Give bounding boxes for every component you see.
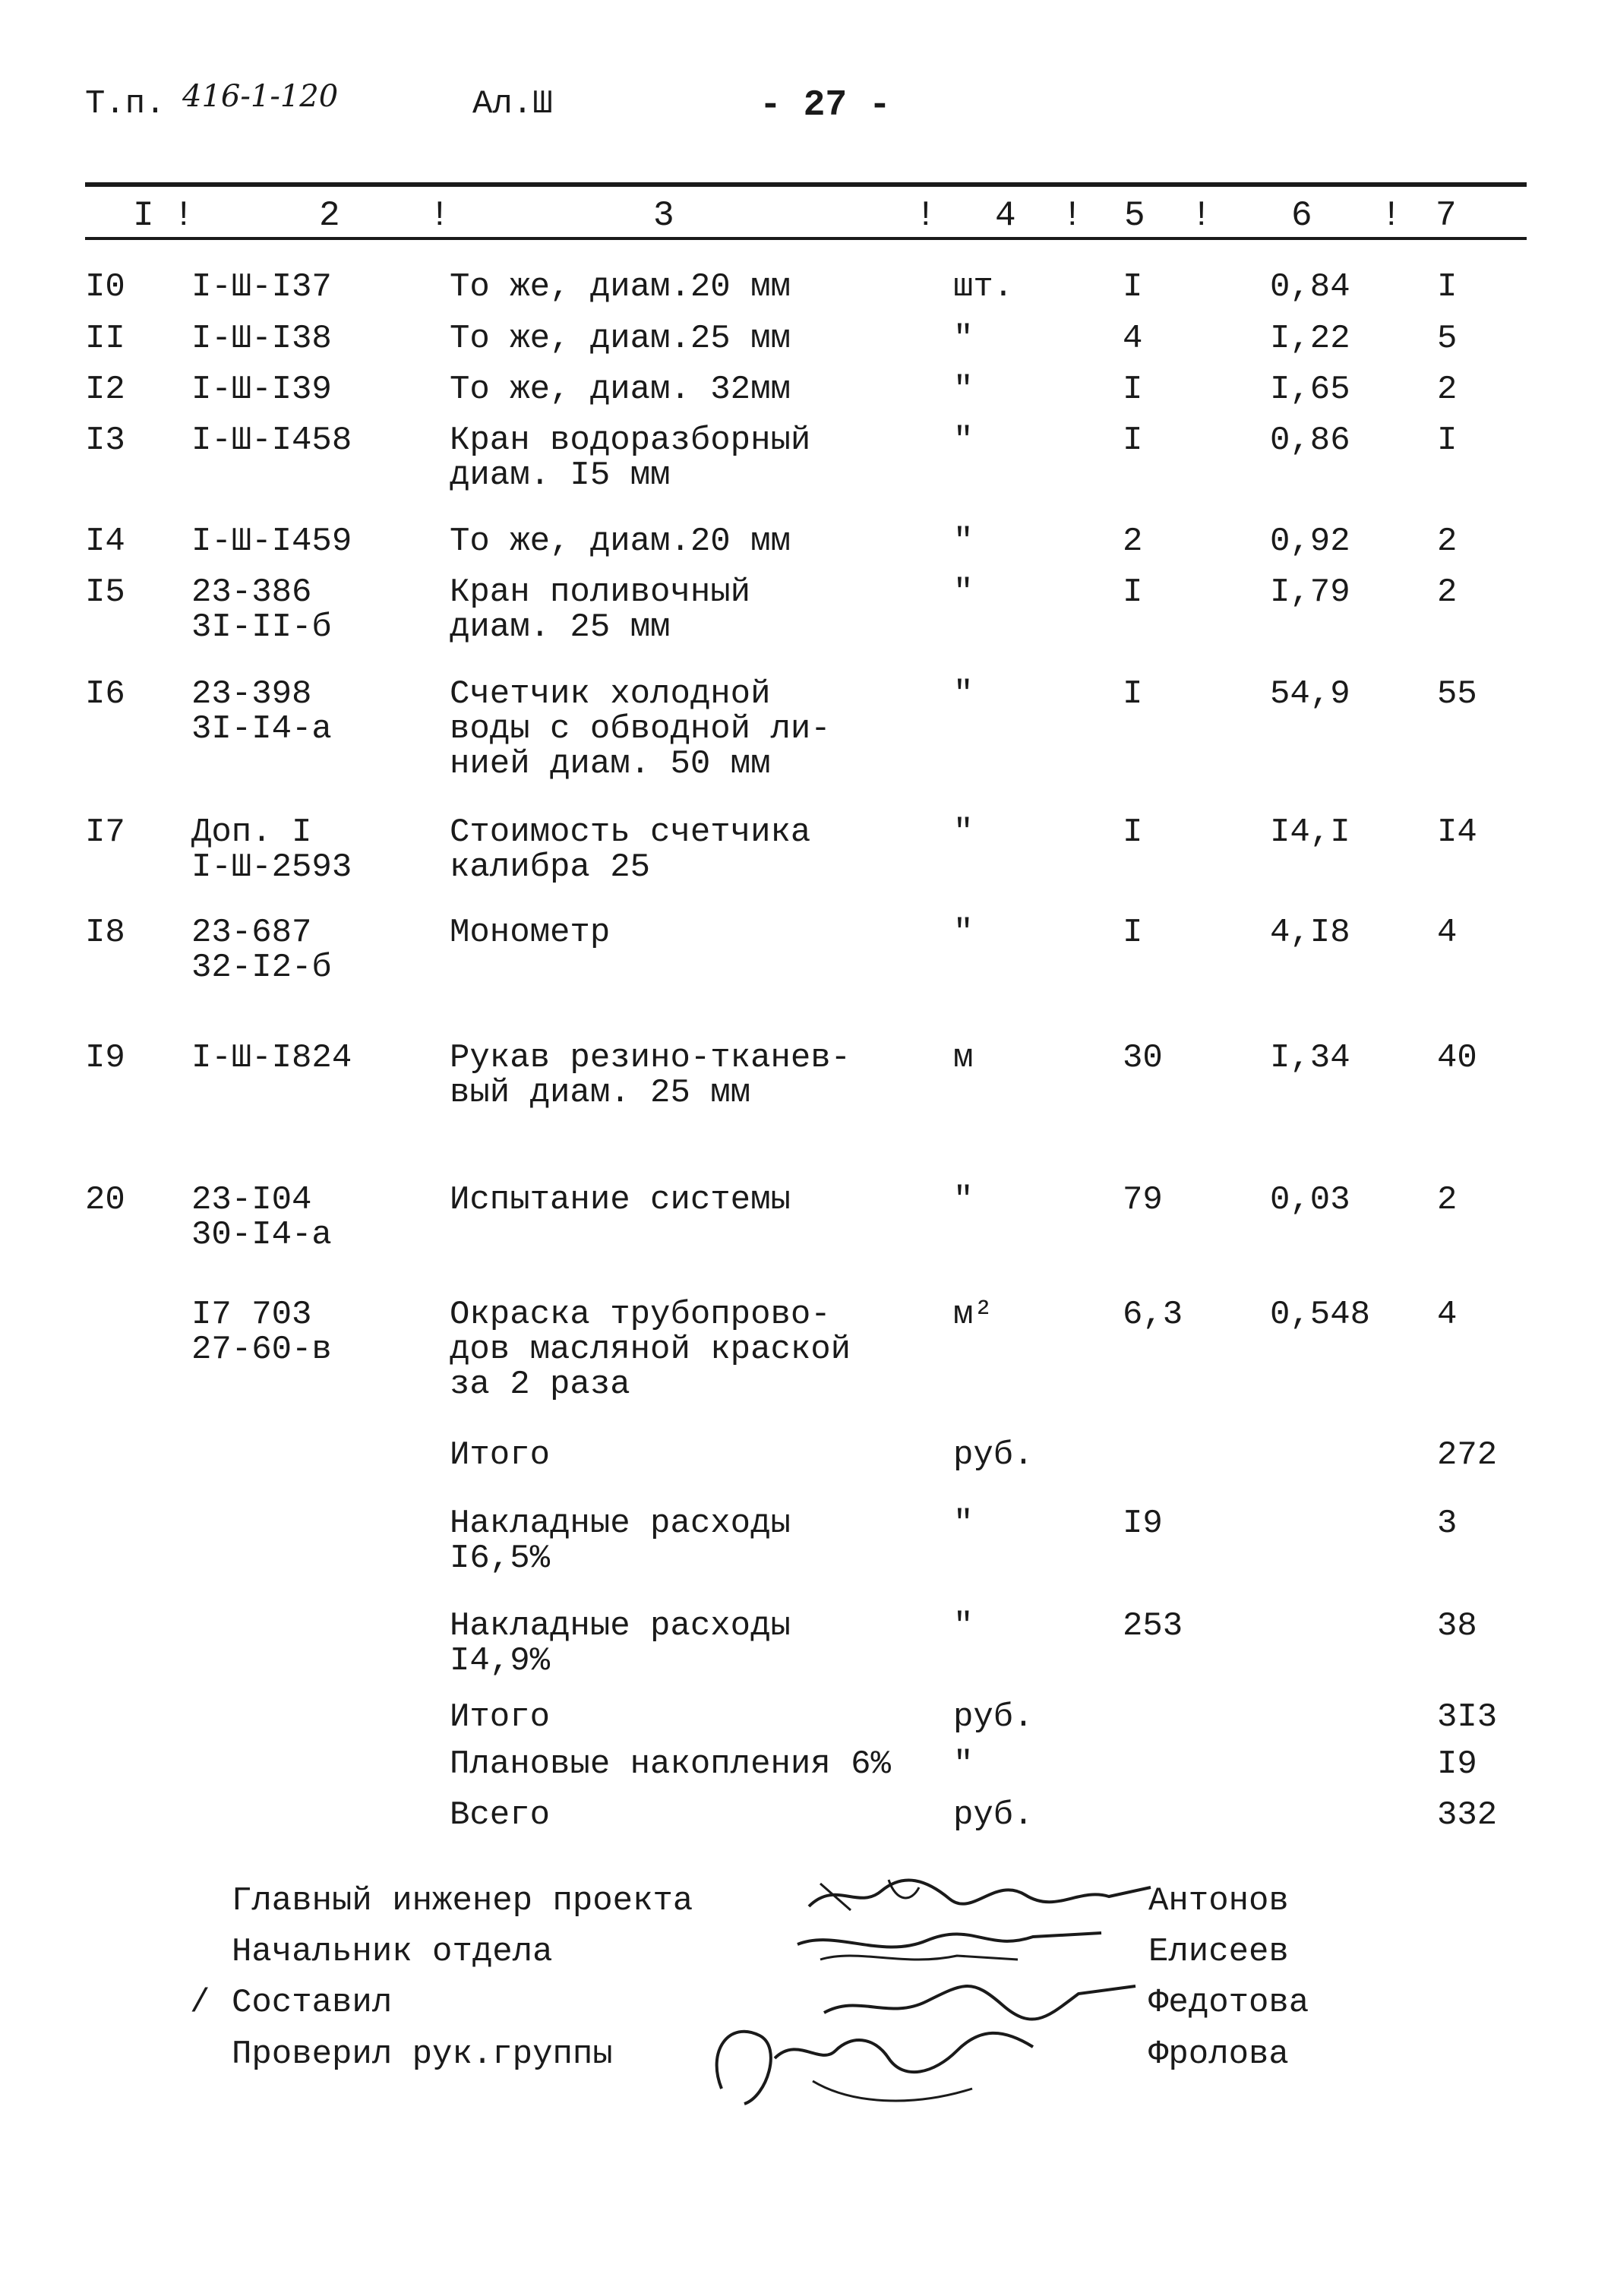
unit: " bbox=[953, 320, 974, 358]
rate-code: I-Ш-I39 bbox=[191, 371, 332, 409]
unit-price: 0,86 bbox=[1270, 422, 1350, 460]
unit: м bbox=[953, 1039, 974, 1077]
rate-code: I-Ш-I459 bbox=[191, 523, 352, 561]
item-name: Кран водоразборный диам. I5 мм bbox=[450, 422, 811, 494]
col-header-5: 5 bbox=[1124, 196, 1145, 235]
quantity: 79 bbox=[1123, 1181, 1163, 1219]
col-separator: ! bbox=[429, 196, 450, 235]
unit: " bbox=[953, 371, 974, 409]
unit: " bbox=[953, 573, 974, 611]
signature-role: Начальник отдела bbox=[232, 1933, 553, 1971]
col-separator: ! bbox=[173, 196, 194, 235]
quantity: 2 bbox=[1123, 523, 1143, 561]
row-number: I5 bbox=[85, 573, 125, 611]
signature-role: Главный инженер проекта bbox=[232, 1882, 693, 1920]
table-top-rule bbox=[85, 182, 1527, 187]
row-number: I6 bbox=[85, 675, 125, 713]
row-number: I4 bbox=[85, 523, 125, 561]
item-name: Кран поливочный диам. 25 мм bbox=[450, 573, 751, 646]
total-cost: 2 bbox=[1437, 1181, 1458, 1219]
unit: " bbox=[953, 813, 974, 851]
quantity: I bbox=[1123, 422, 1143, 460]
quantity: I bbox=[1123, 675, 1143, 713]
item-name: То же, диам.20 мм bbox=[450, 268, 791, 306]
item-name: Накладные расходы I6,5% bbox=[450, 1505, 791, 1578]
quantity: I bbox=[1123, 573, 1143, 611]
doc-prefix: Т.п. bbox=[85, 85, 166, 123]
total-cost: 4 bbox=[1437, 1296, 1458, 1334]
row-number: II bbox=[85, 320, 125, 358]
row-number: I9 bbox=[85, 1039, 125, 1077]
rate-code: I-Ш-I37 bbox=[191, 268, 332, 306]
total-cost: I9 bbox=[1437, 1745, 1477, 1783]
unit-price: I4,I bbox=[1270, 813, 1350, 851]
total-cost: 4 bbox=[1437, 914, 1458, 952]
item-name: Монометр bbox=[450, 914, 611, 952]
signature-role: Составил bbox=[232, 1984, 393, 2022]
item-name: То же, диам. 32мм bbox=[450, 371, 791, 409]
unit: руб. bbox=[953, 1436, 1034, 1474]
quantity: 30 bbox=[1123, 1039, 1163, 1077]
total-cost: 332 bbox=[1437, 1796, 1498, 1834]
rate-code: 23-398 3I-I4-а bbox=[191, 675, 332, 748]
signature-name: Федотова bbox=[1148, 1984, 1309, 2022]
unit-price: 54,9 bbox=[1270, 675, 1350, 713]
handwritten-signature-antonov bbox=[805, 1865, 1154, 1925]
rate-code: I7 703 27-60-в bbox=[191, 1296, 332, 1369]
signature-name: Антонов bbox=[1148, 1882, 1289, 1920]
quantity: 253 bbox=[1123, 1607, 1183, 1645]
unit: " bbox=[953, 675, 974, 713]
total-cost: I bbox=[1437, 422, 1458, 460]
item-name: Итого bbox=[450, 1698, 551, 1736]
unit: руб. bbox=[953, 1698, 1034, 1736]
unit: м² bbox=[953, 1296, 993, 1334]
total-cost: 55 bbox=[1437, 675, 1477, 713]
row-number: I7 bbox=[85, 813, 125, 851]
total-cost: I bbox=[1437, 268, 1458, 306]
total-cost: 2 bbox=[1437, 523, 1458, 561]
total-cost: 40 bbox=[1437, 1039, 1477, 1077]
quantity: I bbox=[1123, 268, 1143, 306]
row-number: I2 bbox=[85, 371, 125, 409]
unit-price: 4,I8 bbox=[1270, 914, 1350, 952]
album-label: Ал.Ш bbox=[472, 85, 553, 123]
item-name: Рукав резино-тканев- вый диам. 25 мм bbox=[450, 1039, 851, 1112]
item-name: Окраска трубопрово- дов масляной краской за 2 раза bbox=[450, 1296, 851, 1404]
rate-code: I-Ш-I824 bbox=[191, 1039, 352, 1077]
total-cost: 5 bbox=[1437, 320, 1458, 358]
unit-price: I,34 bbox=[1270, 1039, 1350, 1077]
col-header-1: I bbox=[133, 196, 154, 235]
signature-name: Елисеев bbox=[1148, 1933, 1289, 1971]
total-cost: 3 bbox=[1437, 1505, 1458, 1543]
total-cost: 272 bbox=[1437, 1436, 1498, 1474]
table-header-rule bbox=[85, 237, 1527, 240]
unit: " bbox=[953, 523, 974, 561]
rate-code: I-Ш-I458 bbox=[191, 422, 352, 460]
item-name: Стоимость счетчика калибра 25 bbox=[450, 813, 811, 886]
col-separator: ! bbox=[915, 196, 936, 235]
quantity: I bbox=[1123, 813, 1143, 851]
unit-price: 0,548 bbox=[1270, 1296, 1371, 1334]
item-name: Плановые накопления 6% bbox=[450, 1745, 891, 1783]
unit: " bbox=[953, 1607, 974, 1645]
signature-slash-mark: / bbox=[190, 1984, 210, 2022]
handwritten-signature-eliseev bbox=[790, 1922, 1109, 1975]
unit: " bbox=[953, 1181, 974, 1219]
row-number: I0 bbox=[85, 268, 125, 306]
col-separator: ! bbox=[1062, 196, 1083, 235]
item-name: То же, диам.25 мм bbox=[450, 320, 791, 358]
total-cost: 3I3 bbox=[1437, 1698, 1498, 1736]
item-name: Испытание системы bbox=[450, 1181, 791, 1219]
unit-price: 0,03 bbox=[1270, 1181, 1350, 1219]
quantity: 6,3 bbox=[1123, 1296, 1183, 1334]
rate-code: Доп. I I-Ш-2593 bbox=[191, 813, 352, 886]
unit-price: I,65 bbox=[1270, 371, 1350, 409]
quantity: I9 bbox=[1123, 1505, 1163, 1543]
signature-role: Проверил рук.группы bbox=[232, 2035, 613, 2073]
item-name: Итого bbox=[450, 1436, 551, 1474]
quantity: I bbox=[1123, 914, 1143, 952]
total-cost: I4 bbox=[1437, 813, 1477, 851]
unit: шт. bbox=[953, 268, 1014, 306]
unit-price: 0,84 bbox=[1270, 268, 1350, 306]
row-number: I3 bbox=[85, 422, 125, 460]
total-cost: 2 bbox=[1437, 371, 1458, 409]
item-name: То же, диам.20 мм bbox=[450, 523, 791, 561]
col-header-2: 2 bbox=[319, 196, 340, 235]
item-name: Всего bbox=[450, 1796, 551, 1834]
unit-price: 0,92 bbox=[1270, 523, 1350, 561]
doc-number-handwritten: 416-1-120 bbox=[182, 79, 339, 114]
col-separator: ! bbox=[1381, 196, 1402, 235]
unit-price: I,79 bbox=[1270, 573, 1350, 611]
quantity: I bbox=[1123, 371, 1143, 409]
item-name: Счетчик холодной воды с обводной ли- нией диам. 50 мм bbox=[450, 675, 831, 783]
item-name: Накладные расходы I4,9% bbox=[450, 1607, 791, 1680]
unit-price: I,22 bbox=[1270, 320, 1350, 358]
rate-code: I-Ш-I38 bbox=[191, 320, 332, 358]
quantity: 4 bbox=[1123, 320, 1143, 358]
col-header-7: 7 bbox=[1436, 196, 1457, 235]
rate-code: 23-687 32-I2-б bbox=[191, 914, 332, 987]
col-header-4: 4 bbox=[995, 196, 1016, 235]
signature-name: Фролова bbox=[1148, 2035, 1289, 2073]
unit: " bbox=[953, 914, 974, 952]
handwritten-signature-frolova bbox=[699, 2005, 1048, 2119]
col-separator: ! bbox=[1191, 196, 1212, 235]
col-header-6: 6 bbox=[1291, 196, 1312, 235]
unit: " bbox=[953, 422, 974, 460]
unit: руб. bbox=[953, 1796, 1034, 1834]
unit: " bbox=[953, 1745, 974, 1783]
total-cost: 38 bbox=[1437, 1607, 1477, 1645]
rate-code: 23-I04 30-I4-а bbox=[191, 1181, 332, 1254]
unit: " bbox=[953, 1505, 974, 1543]
row-number: 20 bbox=[85, 1181, 125, 1219]
row-number: I8 bbox=[85, 914, 125, 952]
page-number: - 27 - bbox=[760, 85, 891, 126]
col-header-3: 3 bbox=[653, 196, 674, 235]
rate-code: 23-386 3I-II-б bbox=[191, 573, 332, 646]
total-cost: 2 bbox=[1437, 573, 1458, 611]
